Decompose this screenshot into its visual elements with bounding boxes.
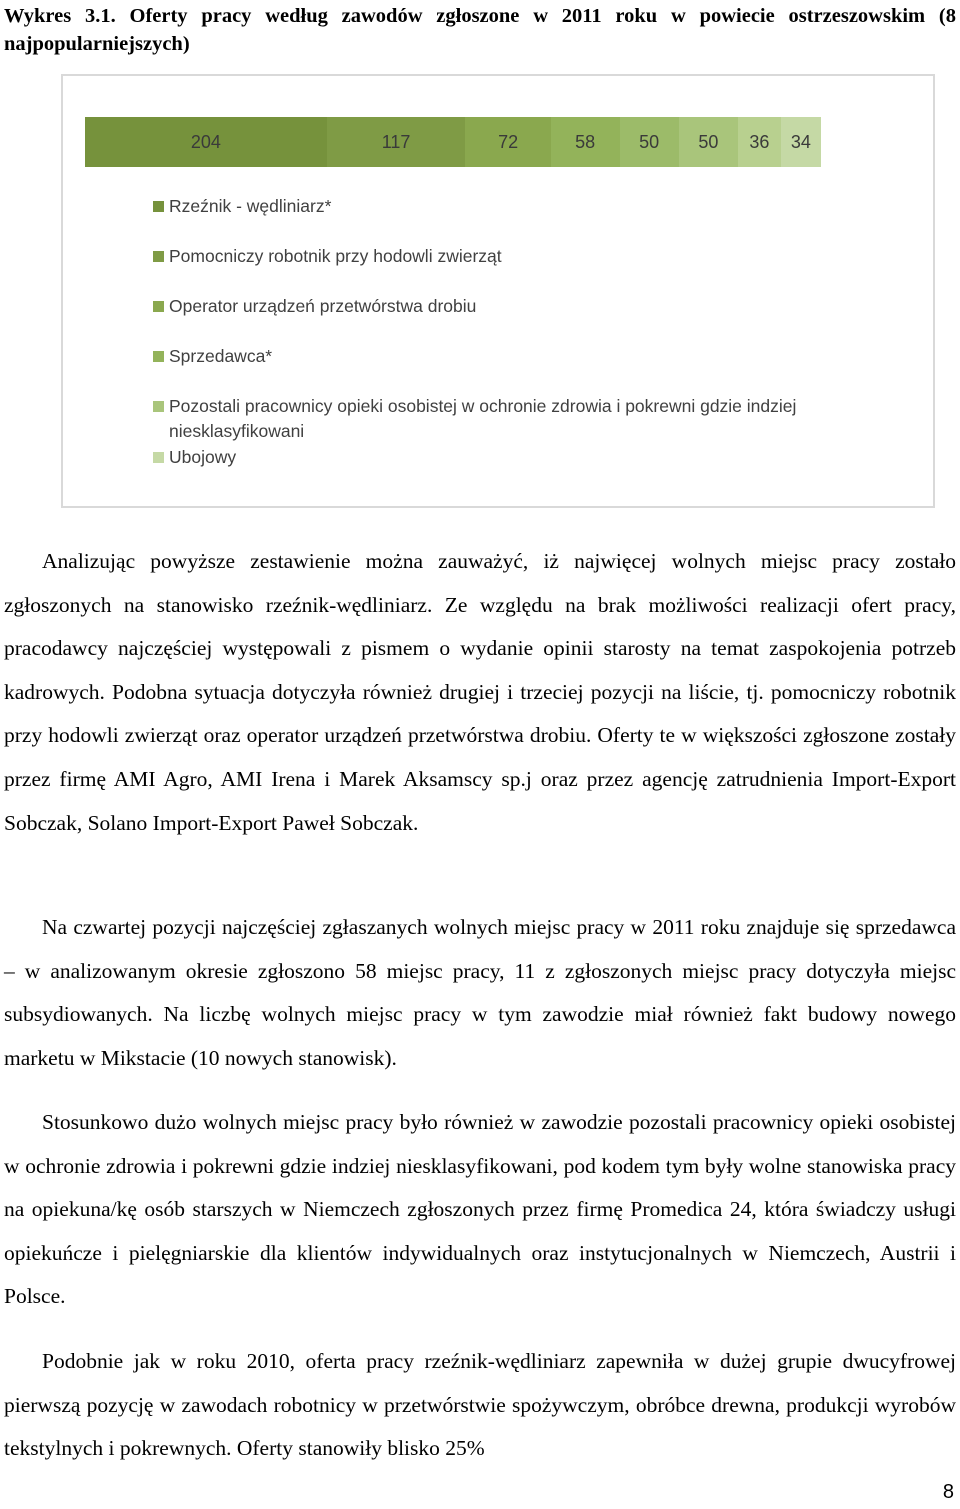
chart-frame — [61, 74, 935, 508]
legend-item — [153, 394, 929, 444]
legend-label: Pomocniczy robotnik przy hodowli zwierząt — [169, 246, 502, 266]
legend-label: Rzeźnik - wędliniarz* — [169, 196, 332, 216]
legend-swatch — [153, 452, 164, 463]
bar-value-label: 36 — [749, 131, 770, 152]
page-number: 8 — [942, 1481, 954, 1503]
legend-item — [153, 294, 929, 319]
bar-value-label: 58 — [575, 131, 596, 152]
legend-swatch — [153, 251, 164, 262]
paragraph-2: Na czwartej pozycji najczęściej zgłaszanych wolnych miejsc pracy w 2011 roku znajduje się sprzedawca – w analizowanym okresie zgłoszono 58 miejsc pracy, 11 z zgłoszonych miejsc pracy dotyczyła miejsc subsydiowanych. Na liczbę wolnych miejsc pracy w tym zawodzie miał również fakt budowy nowego marketu w Mikstacie (10 nowych stanowisk). — [4, 915, 956, 1070]
legend-label: Pozostali pracownicy opieki osobistej w ochronie zdrowia i pokrewni gdzie indziej niesklasyfikowani — [169, 396, 797, 441]
legend-label: Ubojowy — [169, 447, 237, 467]
legend-item — [153, 244, 929, 269]
bar-segment — [738, 117, 781, 167]
legend-swatch — [153, 201, 164, 212]
bar-segment — [85, 117, 327, 167]
legend-item — [153, 344, 929, 369]
legend-label: Operator urządzeń przetwórstwa drobiu — [169, 296, 477, 316]
bar-value-label: 34 — [790, 131, 811, 152]
bar-segment — [781, 117, 821, 167]
legend-item — [153, 194, 929, 219]
bar-value-label: 72 — [498, 131, 519, 152]
bar-value-label: 50 — [698, 131, 719, 152]
bar-segment — [465, 117, 550, 167]
bar-segment — [551, 117, 620, 167]
paragraph-1: Analizując powyższe zestawienie można zauważyć, iż najwięcej wolnych miejsc pracy zostało zgłoszonych na stanowisko rzeźnik-wędliniarz. Ze względu na brak możliwości realizacji ofert pracy, pracodawcy najczęściej występowali z pismem o wydanie opinii starosty na temat zaspokojenia potrzeb kadrowych. Podobna sytuacja dotyczyła również drugiej i trzeciej pozycji na liście, tj. pomocniczy robotnik przy hodowli zwierząt oraz operator urządzeń przetwórstwa drobiu. Oferty te w większości zgłoszone zostały przez firmę AMI Agro, AMI Irena i Marek Aksamscy sp.j oraz przez agencję zatrudnienia Import-Export Sobczak, Solano Import-Export Paweł Sobczak. — [4, 549, 956, 835]
legend-swatch — [153, 301, 164, 312]
bar-segment — [620, 117, 679, 167]
legend-swatch — [153, 351, 164, 362]
bar-segment — [327, 117, 466, 167]
bar-value-label: 50 — [639, 131, 660, 152]
chart-caption: Wykres 3.1. Oferty pracy według zawodów zgłoszone w 2011 roku w powiecie ostrzeszowskim (8 najpopularniejszych) — [4, 5, 956, 55]
bar-segment — [679, 117, 738, 167]
bar-value-label: 117 — [381, 131, 411, 152]
paragraph-3: Stosunkowo dużo wolnych miejsc pracy było również w zawodzie pozostali pracownicy opieki osobistej w ochronie zdrowia i pokrewni gdzie indziej niesklasyfikowani, pod kodem tym były wolne stanowiska pracy na opiekuna/kę osób starszych w Niemczech zgłoszonych przez firmę Promedica 24, która świadczy usługi opiekuńcze i pielęgniarskie dla klientów indywidualnych oraz instytucjonalnych w Niemczech, Austrii i Polsce. — [4, 1110, 956, 1309]
legend-label: Sprzedawca* — [169, 346, 273, 366]
paragraph-4: Podobnie jak w roku 2010, oferta pracy rzeźnik-wędliniarz zapewniła w dużej grupie dwucyfrowej pierwszą pozycję w zawodach robotnicy w przetwórstwie spożywczym, obróbce drewna, produkcji wyrobów tekstylnych i pokrewnych. Oferty stanowiły blisko 25% — [4, 1349, 956, 1461]
legend-swatch — [153, 401, 164, 412]
legend-item — [153, 445, 929, 470]
bar-value-label: 204 — [190, 131, 221, 152]
